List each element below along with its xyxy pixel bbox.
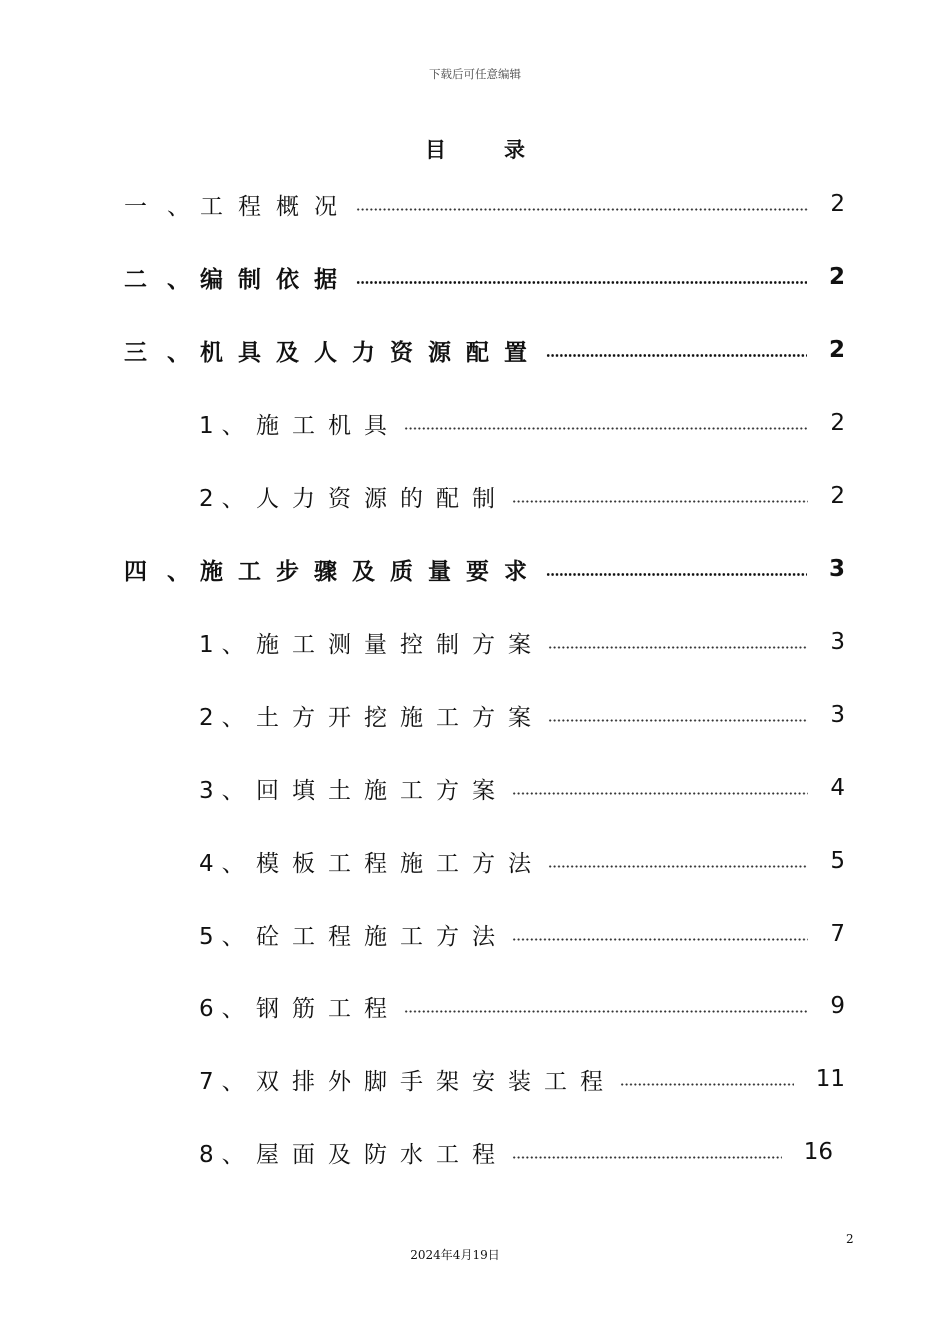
toc-entry[interactable] (124, 259, 845, 295)
toc-dot-leader (404, 1010, 808, 1013)
toc-dot-leader (356, 281, 807, 284)
toc-entry[interactable] (199, 405, 845, 441)
toc-dot-leader (404, 427, 808, 430)
toc-entry-page: 2 (830, 191, 845, 217)
toc-entry[interactable] (199, 916, 845, 952)
toc-entry-page: 2 (830, 483, 845, 509)
toc-entry[interactable] (199, 770, 845, 806)
toc-entry-label: 人力资源的配制 (256, 485, 508, 512)
toc-entry-label: 机具及人力资源配置 (200, 339, 542, 366)
toc-dot-leader (548, 646, 808, 649)
toc-entry[interactable] (199, 1134, 833, 1170)
toc-entry-number: 1、 (199, 412, 253, 439)
toc-dot-leader (548, 865, 808, 868)
toc-dot-leader (548, 719, 808, 722)
toc-entry-label: 砼工程施工方法 (256, 923, 508, 950)
toc-entry[interactable] (199, 988, 845, 1024)
toc-dot-leader (512, 938, 808, 941)
toc-entry-page: 11 (815, 1066, 845, 1092)
page-header: 下载后可任意编辑 (429, 67, 521, 81)
toc-entry-page: 3 (830, 629, 845, 655)
page-number: 2 (846, 1232, 854, 1246)
toc-entry-number: 5、 (199, 923, 253, 950)
toc-dot-leader (546, 354, 807, 357)
toc-title: 目录 (425, 138, 583, 162)
toc-entry-label: 施工步骤及质量要求 (200, 558, 542, 585)
toc-entry-page: 16 (803, 1139, 833, 1165)
toc-entry-label: 施工机具 (256, 412, 400, 439)
toc-entry-label: 施工测量控制方案 (256, 631, 544, 658)
toc-entry[interactable] (124, 186, 845, 222)
toc-entry-page: 7 (830, 921, 845, 947)
toc-entry-label: 屋面及防水工程 (256, 1141, 508, 1168)
toc-entry-number: 7、 (199, 1068, 253, 1095)
toc-entry[interactable] (199, 478, 845, 514)
toc-entry-page: 2 (828, 337, 845, 363)
toc-dot-leader (620, 1083, 794, 1086)
toc-entry-number: 二、 (124, 266, 210, 293)
toc-entry-label: 双排外脚手架安装工程 (256, 1068, 616, 1095)
toc-dot-leader (512, 1156, 782, 1159)
toc-entry[interactable] (199, 697, 845, 733)
toc-entry-label: 模板工程施工方法 (256, 850, 544, 877)
toc-entry[interactable] (199, 1061, 845, 1097)
toc-entry-number: 6、 (199, 995, 253, 1022)
toc-entry-number: 三、 (124, 339, 210, 366)
toc-dot-leader (512, 792, 808, 795)
toc-entry-label: 钢筋工程 (256, 995, 400, 1022)
toc-entry-number: 2、 (199, 704, 253, 731)
toc-entry-page: 2 (830, 410, 845, 436)
toc-entry[interactable] (124, 551, 845, 587)
toc-entry-page: 3 (830, 702, 845, 728)
toc-entry-page: 3 (828, 556, 845, 582)
toc-entry-number: 2、 (199, 485, 253, 512)
toc-entry-page: 5 (830, 848, 845, 874)
toc-entry-label: 土方开挖施工方案 (256, 704, 544, 731)
toc-dot-leader (546, 573, 807, 576)
toc-dot-leader (512, 500, 808, 503)
toc-entry[interactable] (199, 624, 845, 660)
toc-entry-number: 3、 (199, 777, 253, 804)
toc-entry-page: 9 (830, 993, 845, 1019)
toc-entry-page: 2 (828, 264, 845, 290)
toc-entry[interactable] (199, 843, 845, 879)
toc-entry-number: 1、 (199, 631, 253, 658)
toc-entry-label: 编制依据 (200, 266, 352, 293)
toc-entry-number: 8、 (199, 1141, 253, 1168)
toc-entry-number: 4、 (199, 850, 253, 877)
toc-entry-number: 一、 (124, 193, 210, 220)
toc-entry-label: 工程概况 (200, 193, 352, 220)
toc-entry-label: 回填土施工方案 (256, 777, 508, 804)
footer-date: 2024年4月19日 (410, 1248, 500, 1262)
toc-dot-leader (356, 208, 808, 211)
toc-entry-page: 4 (830, 775, 845, 801)
toc-entry-number: 四、 (124, 558, 210, 585)
toc-entry[interactable] (124, 332, 845, 368)
